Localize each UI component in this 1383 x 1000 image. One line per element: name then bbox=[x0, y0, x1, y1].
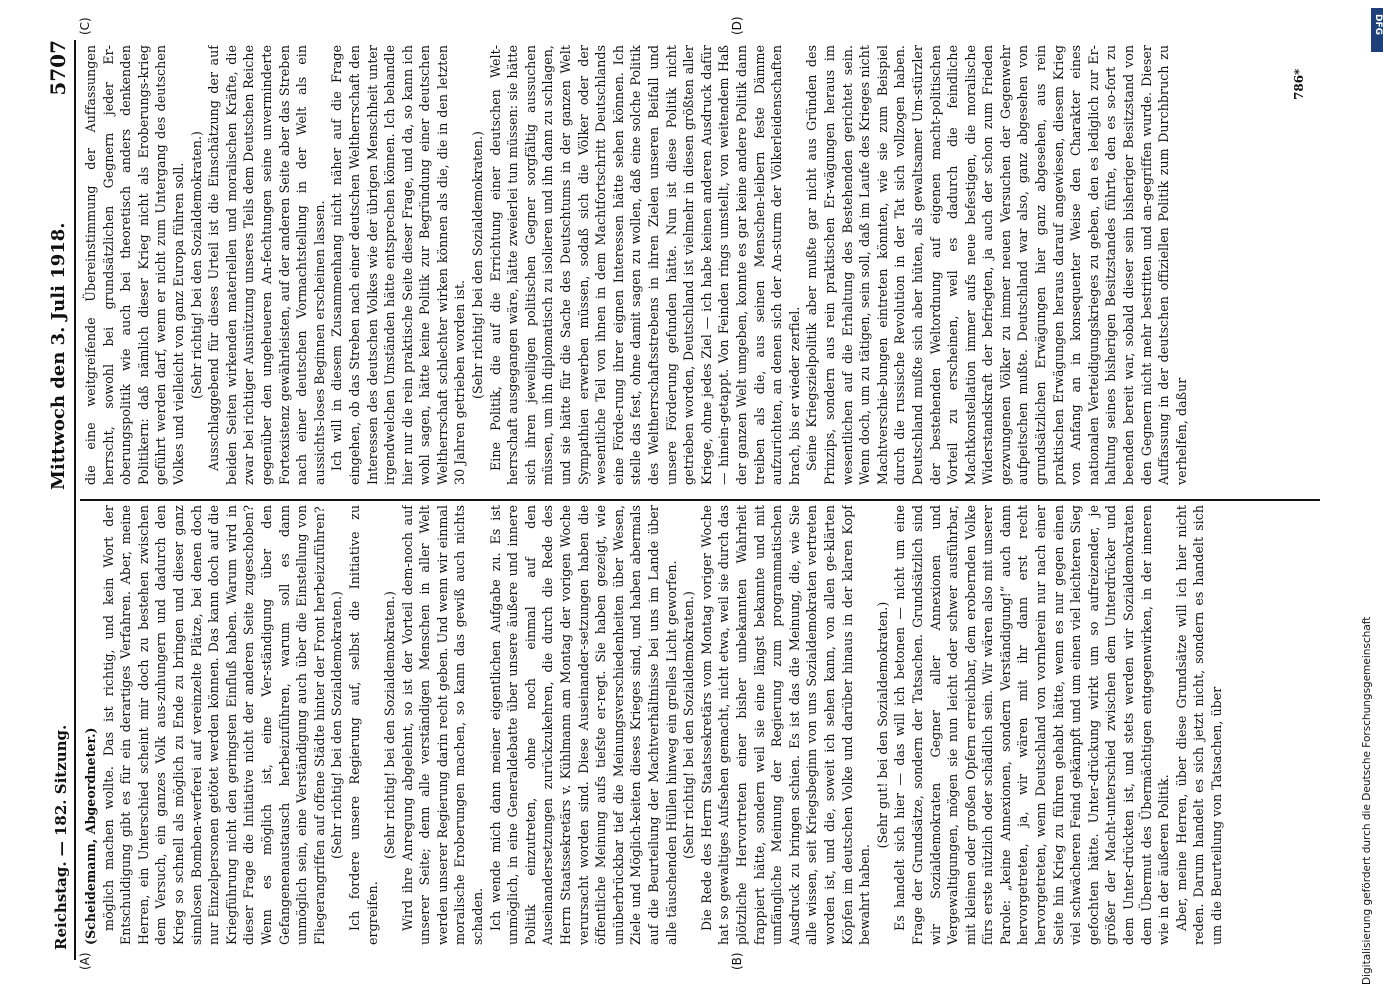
paragraph: Eine Politik, die auf die Errichtung einer deutschen Welt-herrschaft ausgegangen wäre, hätte zweierlei tun müssen: sie hätte sich ihren jeweiligen politischen Gegner sorgfältig aussuchen müssen, um ihn diplomatisch zu isolieren und ihn dann zu schlagen, und sie hätte für die Sache des Deutschtums in der ganzen Welt Sympathien erwerben müssen, sodaß sich die Völker oder der wesentliche Teil von ihnen in dem Machtfortschritt Deutschlands eine Förde-rung ihrer eignen Interessen hätte sehen können. Ich stelle das fest, ohne damit sagen zu wollen, daß eine solche Politik des Weltherrschaftsstrebens in ihren Zielen unseren Beifall und unsere Förderung gefunden hätte. Nun ist diese Politik nicht getrieben worden, Deutschland ist vielmehr in diesen größten aller Kriege, ohne jedes Ziel — ich habe keinen anderen Ausdruck dafür — hinein-getappt. Von Feinden rings umstellt, von weitendem Haß der ganzen Welt umgeben, konnte es gar keine andere Politik dann treiben als die, aus seinen Menschen-leibern feste Dämme aufzurichten, an denen sich der An-sturm der Völkerleidenschaften brach, bis er wieder zerfiel. bbox=[487, 45, 802, 485]
header-date: Mittwoch den 3. Juli 1918. bbox=[48, 222, 69, 490]
paragraph: Seine Kriegszielpolitik aber mußte gar nicht aus Gründen des Prinzips, sondern aus rein praktischen Er-wägungen heraus im wesentlichen auf die Erhaltung des Bestehenden gerichtet sein. Wenn doch, um zu tätigen, sein soll, daß im Laufe des Krieges nicht Machtverschie-bungen eintreten könnten, wie sie zum Beispiel durch die russische Revolution in der Tat sich vollzogen haben. Deutschland mußte sich aber hüten, als gewaltsamer Um-stürzler der bestehenden Weltordnung auf eigenen macht-politischen Vorteil zu erscheinen, weil es dadurch die feindliche Machtkonstellation immer aufs neue befestigen, die moralische Widerstandskraft der befriegten, ja auch der schon zum Frieden gezwungenen Völker zu immer neuen Versuchen der Gegenwehr aufpeitschen mußte. Deutschland war also, ganz abgesehen von grundsätzlichen Erwägungen hier ganz abgesehen, aus rein praktischen Erwägungen heraus darauf angewiesen, diesem Krieg von Anfang an in konsequenter Weise den Charakter eines nationalen Verteidigungskrieges zu geben, den es lediglich zur Er-haltung seines bisherigen Besitzstandes führte, den es so-fort zu beenden bereit war, sobald dieser sein bisheriger Besitzstand von den Gegnern nicht mehr bestritten und an-gegriffen wurde. Dieser Auffassung in der deutschen offiziellen Politik zum Durchbruch zu verhelfen, daßur bbox=[804, 45, 1189, 485]
paragraph: möglich machen wollte. Das ist richtig, und kein Wort der Entschuldigung gibt es für ein derartiges Verfahren. Aber, meine Herren, ein Unterschied scheint mir doch zu bestehen zwischen dem Versuch, ein ganzes Volk aus-zuhungern und dadurch den Krieg so schnell als möglich zu Ende zu bringen und dieser ganz sinnlosen Bomben-werferei auf vereinzelte Plätze, bei denen doch nur Einzelpersonen getötet werden können. Das kann doch auf die Kriegführung nicht den geringsten Einfluß haben. Warum wird in dieser Frage die Initiative nicht der anderen Seite zugeschoben? Wenn es möglich ist, eine Ver-ständigung über den Gefangenenaustausch herbeizuführen, warum soll es dann unmöglich sein, eine Verständigung auch über die Einstellung von Fliegerangriffen auf offene Städte hinter der Front herbeizuführen? bbox=[100, 505, 327, 945]
interjection: (Sehr gut! bei den Sozialdemokraten.) bbox=[874, 601, 890, 849]
header-left: Reichstag. — 182. Sitzung. bbox=[52, 724, 70, 950]
margin-mark-b: (B) bbox=[730, 952, 744, 970]
paragraph: Es handelt sich hier — das will ich betonen — nicht um eine Frage der Grundsätze, sondern der Tatsachen. Grundsätzlich sind wir Sozialdemokraten Gegner aller Annexionen und Vergewaltigungen, mögen sie nun leicht oder schwer ausführbar, mit kleinen oder großen Opfern erreichbar, dem erobernden Volke fürs erste nützlich oder schädlich sein. Wir wären also mit unserer Parole: „keine Annexionen, sondern Verständigung!“ auch dann hervorgetreten, ja, wir wären mit ihr dann erst recht hervorgetreten, wenn Deutschland von vornherein nur nach einer Seite hin Krieg zu führen gehabt hätte, wenn es nur gegen einen viel schwächeren Feind gekämpft und um einen viel leichteren Sieg gefochten hätte. Unter-drückung wirkt um so aufreizender, je größer der Macht-unterschied zwischen dem Unterdrücker und dem Unter-drückten ist, und stets werden wir Sozialdemokraten dem Übermut des Übermächtigen entgegenwirken, in der inneren wie in der äußeren Politik. bbox=[892, 505, 1172, 945]
paragraph: Ich will in diesem Zusammenhang nicht näher auf die Frage eingehen, ob das Streben nach einer deutschen Weltherrschaft den Interessen des deutschen Volkes wie der übrigen Menschheit unter irgendwelchen Umständen hätte entsprechen können. Ich behandle hier nur die rein praktische Seite dieser Frage, und da, so kann ich wohl sagen, hätte keine Politik zur Begründung einer deutschen Weltherrschaft schlechter wirken können als die, die in den letzten 30 Jahren getrieben worden ist. bbox=[329, 45, 468, 485]
dfg-logo-text: DFG bbox=[1373, 14, 1383, 36]
footer-number: 786* bbox=[1292, 68, 1306, 100]
column-divider bbox=[80, 499, 1320, 501]
rotated-newspaper-page bbox=[30, 0, 1330, 1000]
right-column bbox=[82, 45, 1307, 485]
paragraph: Aber, meine Herren, über diese Grundsätze will ich hier nicht reden. Darum handelt es sich jetzt nicht, sondern es handelt sich um die Beurteilung von Tatsachen, über bbox=[1173, 505, 1224, 945]
paragraph: Ich wende mich dann meiner eigentlichen Aufgabe zu. Es ist unmöglich, in eine Generaldebatte über unsere äußere und innere Politik einzutreten, ohne noch einmal auf den Auseinandersetzungen zurückzukehren, die durch die Rede des Herrn Staatssekretärs v. Kühlmann am Montag der vorigen Woche verursacht worden sind. Diese Auseinander-setzungen haben die öffentliche Meinung aufs tiefste er-regt. Sie haben gezeigt, wie unüberbrückbar tief die Meinungsverschiedenheiten über Wesen, Ziele und Möglich-keiten dieses Krieges sind, und haben abermals auf die Beurteilung der Machtverhältnisse bei uns im Lande über alle täuschenden Hüllen hinweg ein grelles Licht geworfen. bbox=[487, 505, 679, 945]
paragraph: Wird ihre Anregung abgelehnt, so ist der Vorteil dem-noch auf unserer Seite; denn alle verständigen Menschen in aller Welt werden unserer Regierung darin recht geben. Und wenn wir einmal moralische Eroberungen machen, so kann das gewiß auch nichts schaden. bbox=[399, 505, 486, 945]
paragraph: die eine weitgreifende Übereinstimmung der Auffassungen herrscht, sowohl bei grundsätzlichen Gegnern jeder Er-oberungspolitik wie auch bei theoretisch anders denkenden Politikern: daß nämlich dieser Krieg nicht als Eroberungs-krieg geführt werden darf, wenn er nicht zum Untergang des deutschen Volkes und vielleicht von ganz Europa führen soll. bbox=[83, 45, 186, 485]
interjection: (Sehr richtig! bei den Sozialdemokraten.) bbox=[470, 131, 486, 399]
interjection: (Sehr richtig! bei den Sozialdemokraten.) bbox=[329, 591, 345, 859]
margin-mark-d: (D) bbox=[730, 16, 744, 35]
margin-mark-a: (A) bbox=[78, 952, 92, 970]
page-number: 5707 bbox=[46, 40, 70, 96]
page-header bbox=[38, 40, 76, 960]
interjection: (Sehr richtig! bei den Sozialdemokraten.) bbox=[188, 131, 204, 399]
paragraph: Ausschlaggebend für dieses Urteil ist die Einschätzung der auf beiden Seiten wirkenden materiellen und moralischen Kräfte, die zwar bei richtiger Ausnützung unseres Teils dem Deutschen Reiche gegenüber den ungeheueren An-fechtungen seine unverminderte Fortexistenz gewährleisten, auf der anderen Seite aber das Streben nach einer deutschen Vormachtstellung in der Welt als ein aussichts-loses Beginnen erscheinen lassen. bbox=[206, 45, 327, 485]
speaker-line: (Scheidemann, Abgeordneter.) bbox=[83, 727, 98, 945]
margin-mark-c: (C) bbox=[78, 17, 92, 35]
digitization-credit: Digitalisierung gefördert durch die Deutsche Forschungsgemeinschaft bbox=[1361, 616, 1373, 985]
paragraph: Die Rede des Herrn Staatssekretärs vom Montag voriger Woche hat so gewaltiges Aufsehen gemacht, nicht etwa, weil sie durch das plötzliche Hervortreten einer bisher unbekannten Wahrheit frappiert hätte, sondern weil sie eine längst bekannte und mit umfängliche Meinung der Regierung zum programmatischen Ausdruck zu bringen schien. Es ist das die Meinung, die, wie Sie alle wissen, seit Kriegsbeginn von uns Sozialdemokraten vertreten worden ist, und die, soweit ich sehen kann, von allen ge-klärten Köpfen im deutschen Volke und darüber hinaus in der klaren Kopf bewahrt haben. bbox=[698, 505, 873, 945]
left-column bbox=[82, 505, 1307, 945]
paragraph: Ich fordere unsere Regierung auf, selbst die Initiative zu ergreifen. bbox=[346, 505, 380, 945]
interjection: (Sehr richtig! bei den Sozialdemokraten.) bbox=[382, 591, 398, 859]
interjection: (Sehr richtig! bei den Sozialdemokraten.) bbox=[681, 591, 697, 859]
